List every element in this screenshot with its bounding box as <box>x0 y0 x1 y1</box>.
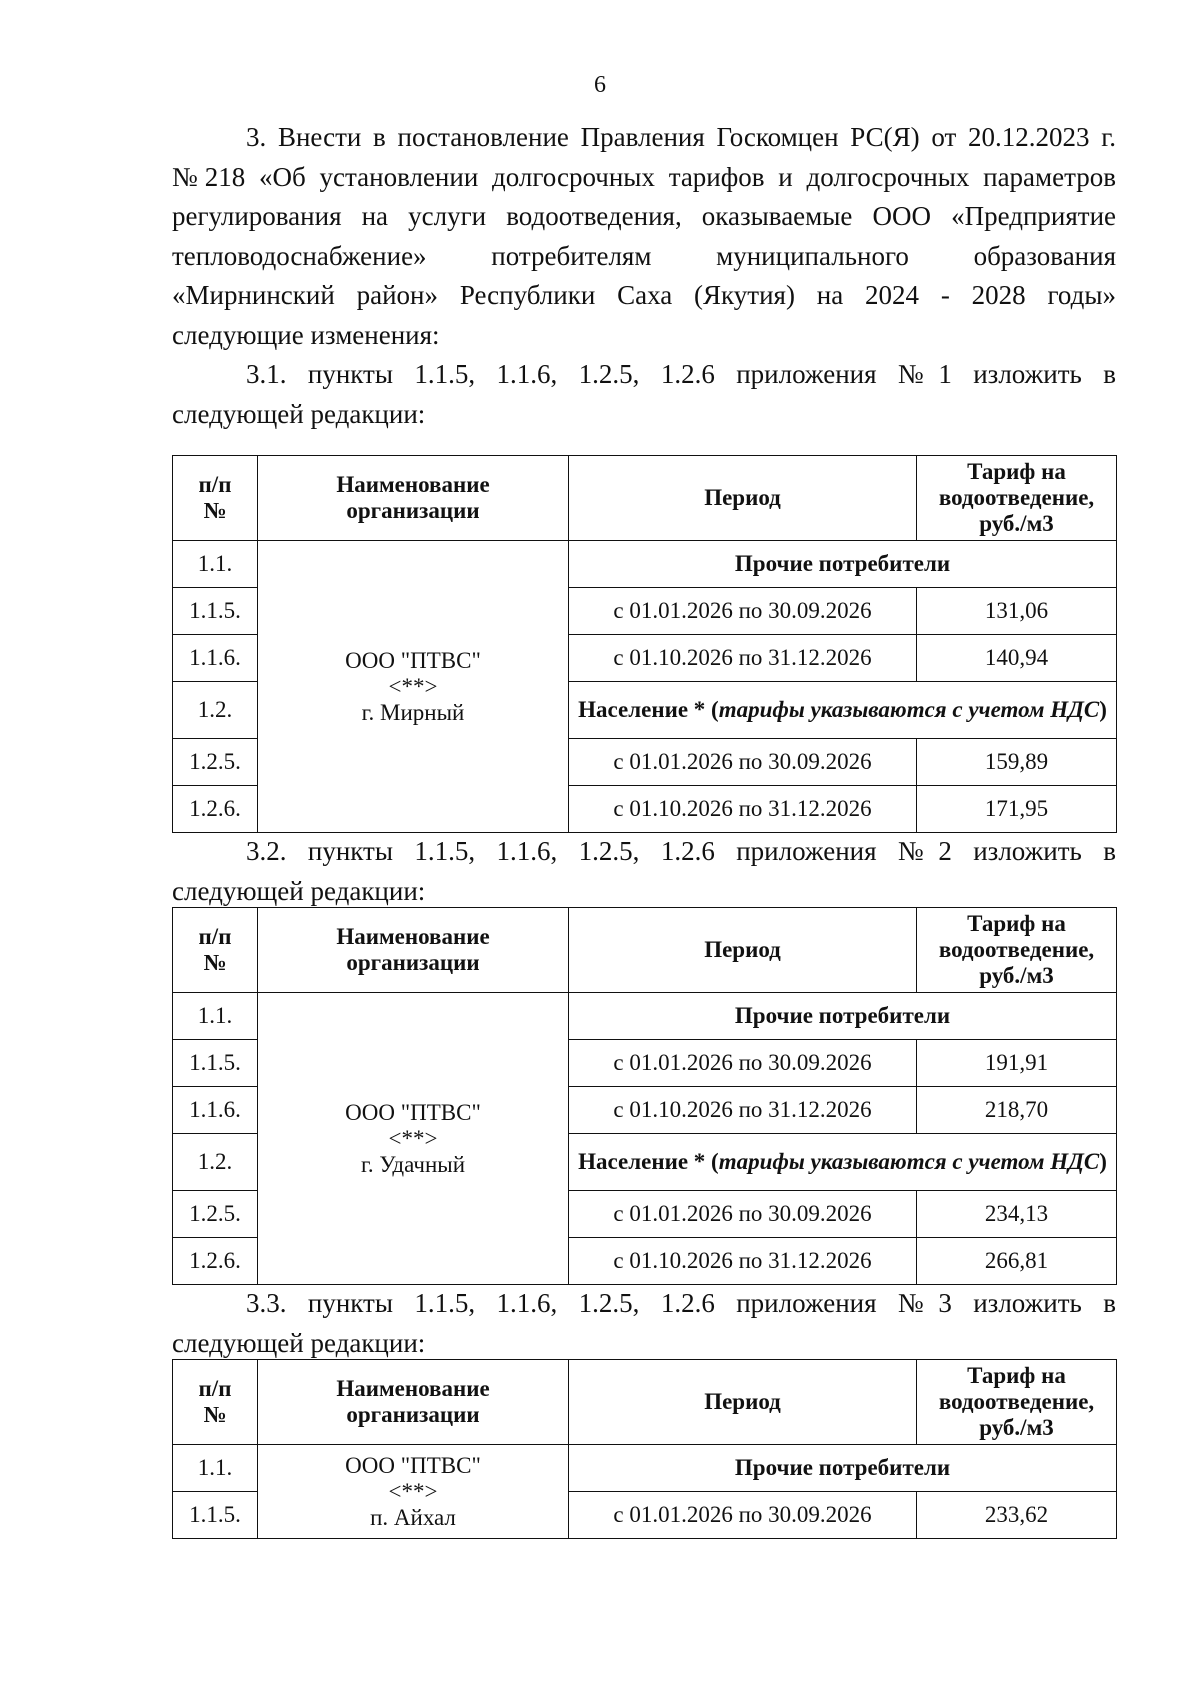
row-num: 1.1. <box>173 1445 258 1492</box>
row-period: с 01.01.2026 по 30.09.2026 <box>569 1191 917 1238</box>
intro-line: «Мирнинский район» Республики Саха (Якутия) на 2024 - 2028 годы» <box>172 280 1116 310</box>
row-num: 1.2.6. <box>173 1238 258 1285</box>
header-period: Период <box>569 908 917 993</box>
header-org: Наименование организации <box>258 456 569 541</box>
row-period: с 01.10.2026 по 31.12.2026 <box>569 1087 917 1134</box>
row-tariff: 171,95 <box>917 786 1117 833</box>
intro-line: №218 «Об установлении долгосрочных тарифов и долгосрочных параметров <box>172 161 1116 192</box>
row-num: 1.1. <box>173 993 258 1040</box>
header-num: п/п № <box>173 1360 258 1445</box>
section-label: Население * (тарифы указываются с учетом НДС) <box>569 682 1117 739</box>
row-period: с 01.10.2026 по 31.12.2026 <box>569 786 917 833</box>
section-lead-line: следующей редакции: <box>172 398 426 429</box>
header-org: Наименование организации <box>258 908 569 993</box>
row-period: с 01.10.2026 по 31.12.2026 <box>569 1238 917 1285</box>
intro-paragraph <box>172 118 1116 355</box>
row-num: 1.1.6. <box>173 1087 258 1134</box>
row-period: с 01.01.2026 по 30.09.2026 <box>569 588 917 635</box>
section-label: Прочие потребители <box>569 541 1117 588</box>
row-num: 1.2. <box>173 1134 258 1191</box>
row-tariff: 266,81 <box>917 1238 1117 1285</box>
row-num: 1.2.6. <box>173 786 258 833</box>
row-period: с 01.01.2026 по 30.09.2026 <box>569 1040 917 1087</box>
row-num: 1.2. <box>173 682 258 739</box>
tariff-table-3 <box>172 1359 1117 1539</box>
row-period: с 01.01.2026 по 30.09.2026 <box>569 739 917 786</box>
row-tariff: 191,91 <box>917 1040 1117 1087</box>
intro-line: тепловодоснабжение» потребителям муниципального образования <box>172 240 1116 271</box>
header-tariff: Тариф на водоотведение, руб./м3 <box>917 456 1117 541</box>
row-num: 1.1. <box>173 541 258 588</box>
header-num: п/п № <box>173 456 258 541</box>
row-num: 1.1.5. <box>173 1040 258 1087</box>
header-period: Период <box>569 456 917 541</box>
section-lead-line: 3.1. пункты 1.1.5, 1.1.6, 1.2.5, 1.2.6 приложения №1 изложить в <box>246 359 1116 389</box>
section-lead <box>172 1284 1116 1363</box>
table-row <box>173 993 1117 1040</box>
row-num: 1.1.6. <box>173 635 258 682</box>
table-header-row <box>173 1360 1117 1445</box>
header-tariff: Тариф на водоотведение, руб./м3 <box>917 1360 1117 1445</box>
row-tariff: 233,62 <box>917 1492 1117 1539</box>
section-lead <box>172 355 1116 434</box>
section-lead-line: 3.2. пункты 1.1.5, 1.1.6, 1.2.5, 1.2.6 приложения №2 изложить в <box>246 836 1116 866</box>
header-period: Период <box>569 1360 917 1445</box>
row-period: с 01.01.2026 по 30.09.2026 <box>569 1492 917 1539</box>
tariff-table-1 <box>172 455 1117 833</box>
section-lead-line: 3.3. пункты 1.1.5, 1.1.6, 1.2.5, 1.2.6 приложения №3 изложить в <box>246 1288 1116 1318</box>
row-tariff: 131,06 <box>917 588 1117 635</box>
section-lead-line: следующей редакции: <box>172 875 426 906</box>
table-header-row <box>173 456 1117 541</box>
org-cell: ООО "ПТВС" <**> г. Удачный <box>258 993 569 1285</box>
intro-line: 3. Внести в постановление Правления Госкомцен РС(Я) от 20.12.2023 г. <box>246 122 1116 152</box>
table-header-row <box>173 908 1117 993</box>
row-tariff: 140,94 <box>917 635 1117 682</box>
row-num: 1.1.5. <box>173 1492 258 1539</box>
row-num: 1.2.5. <box>173 1191 258 1238</box>
tariff-table-2 <box>172 907 1117 1285</box>
header-org: Наименование организации <box>258 1360 569 1445</box>
row-tariff: 234,13 <box>917 1191 1117 1238</box>
row-tariff: 159,89 <box>917 739 1117 786</box>
section-lead-line: следующей редакции: <box>172 1327 426 1358</box>
page-number: 6 <box>594 72 606 98</box>
row-tariff: 218,70 <box>917 1087 1117 1134</box>
row-num: 1.2.5. <box>173 739 258 786</box>
row-period: с 01.10.2026 по 31.12.2026 <box>569 635 917 682</box>
org-cell: ООО "ПТВС" <**> г. Мирный <box>258 541 569 833</box>
section-label: Население * (тарифы указываются с учетом НДС) <box>569 1134 1117 1191</box>
section-lead <box>172 832 1116 911</box>
intro-line: регулирования на услуги водоотведения, оказываемые ООО «Предприятие <box>172 201 1116 231</box>
section-label: Прочие потребители <box>569 993 1117 1040</box>
header-num: п/п № <box>173 908 258 993</box>
section-label: Прочие потребители <box>569 1445 1117 1492</box>
header-tariff: Тариф на водоотведение, руб./м3 <box>917 908 1117 993</box>
org-cell: ООО "ПТВС" <**> п. Айхал <box>258 1445 569 1539</box>
intro-line: следующие изменения: <box>172 319 440 350</box>
row-num: 1.1.5. <box>173 588 258 635</box>
table-row <box>173 1445 1117 1492</box>
table-row <box>173 541 1117 588</box>
